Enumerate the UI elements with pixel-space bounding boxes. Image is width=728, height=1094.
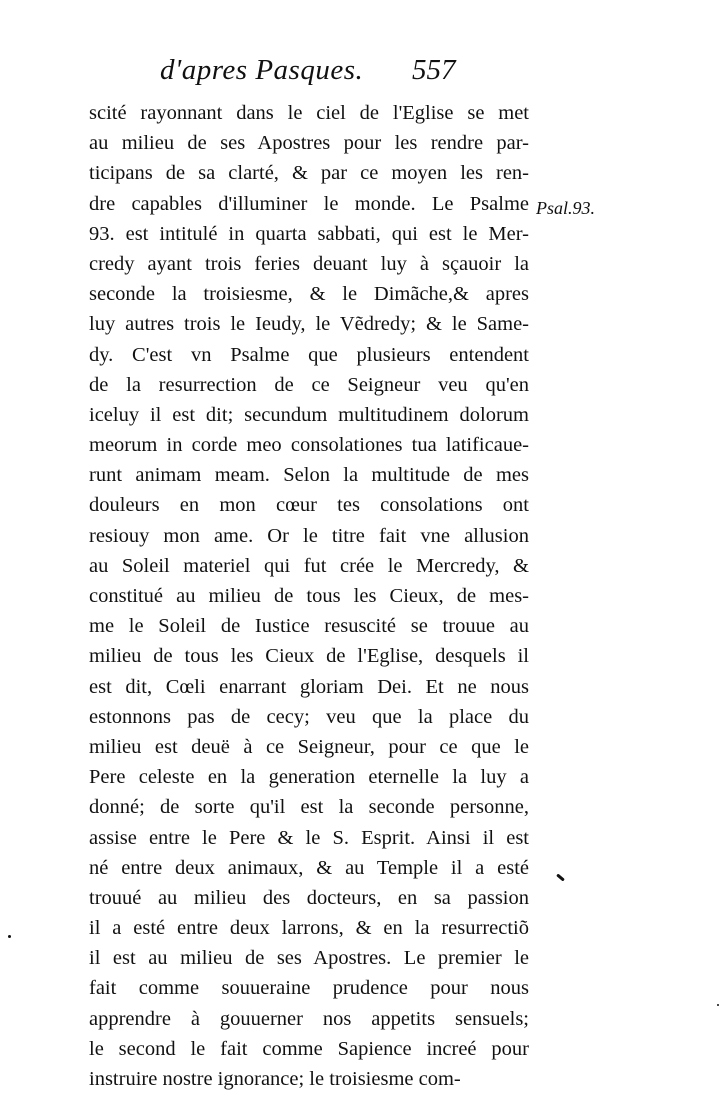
ink-speck [556,873,565,881]
text-line: iceluy il est dit; secundum multitudinem dolorum [89,403,529,426]
text-line: me le Soleil de Iustice resuscité se trouue au [89,615,529,638]
text-line: le second le fait comme Sapience increé pour [89,1037,529,1060]
running-head: d'apres Pasques. [160,54,364,86]
text-line: douleurs en mon cœur tes consolations ont [89,494,529,517]
text-line: milieu est deuë à ce Seigneur, pour ce que le [89,735,529,758]
text-line: trouué au milieu des docteurs, en sa passion [89,886,529,909]
page-header [0,54,728,94]
text-line: 93. est intitulé in quarta sabbati, qui est le Mer- [89,222,529,245]
text-line: au Soleil materiel qui fut crée le Mercredy, & [89,554,529,577]
text-line: scité rayonnant dans le ciel de l'Eglise se met [89,102,529,124]
text-line: luy autres trois le Ieudy, le Vẽdredy; & le Same- [89,313,529,336]
text-line: est dit, Cœli enarrant gloriam Dei. Et ne nous [89,675,529,698]
text-line: constitué au milieu de tous les Cieux, de mes- [89,585,529,607]
text-line: né entre deux animaux, & au Temple il a esté [89,856,529,879]
page-number: 557 [412,54,456,86]
ink-speck [717,1004,719,1006]
text-line: dre capables d'illuminer le monde. Le Psalme [89,192,529,215]
text-line: seconde la troisiesme, & le Dimãche,& apres [89,283,529,306]
text-line: credy ayant trois feries deuant luy à sçauoir la [89,252,529,275]
text-line: apprendre à gouuerner nos appetits sensuels; [89,1007,529,1030]
text-line: il a esté entre deux larrons, & en la resurrectiõ [89,917,529,940]
text-line: assise entre le Pere & le S. Esprit. Ainsi il est [89,826,529,849]
text-line: meorum in corde meo consolationes tua latificaue- [89,434,529,457]
text-line: resiouy mon ame. Or le titre fait vne allusion [89,524,529,547]
text-line: runt animam meam. Selon la multitude de mes [89,464,529,487]
text-line: donné; de sorte qu'il est la seconde personne, [89,796,529,819]
text-line: instruire nostre ignorance; le troisiesme com- [89,1068,461,1090]
margin-note: Psal.93. [536,198,596,218]
text-line: dy. C'est vn Psalme que plusieurs entendent [89,343,529,366]
ink-speck [8,935,11,938]
body-text [89,98,529,1094]
text-line: ticipans de sa clarté, & par ce moyen les ren- [89,162,529,185]
text-line: Pere celeste en la generation eternelle la luy a [89,766,529,789]
text-line: fait comme souueraine prudence pour nous [89,977,529,1000]
text-line: estonnons pas de cecy; veu que la place du [89,705,529,728]
text-line: de la resurrection de ce Seigneur veu qu'en [89,373,529,396]
text-line: au milieu de ses Apostres pour les rendre par- [89,132,529,155]
text-line: il est au milieu de ses Apostres. Le premier le [89,947,529,970]
text-line: milieu de tous les Cieux de l'Eglise, desquels il [89,645,529,668]
